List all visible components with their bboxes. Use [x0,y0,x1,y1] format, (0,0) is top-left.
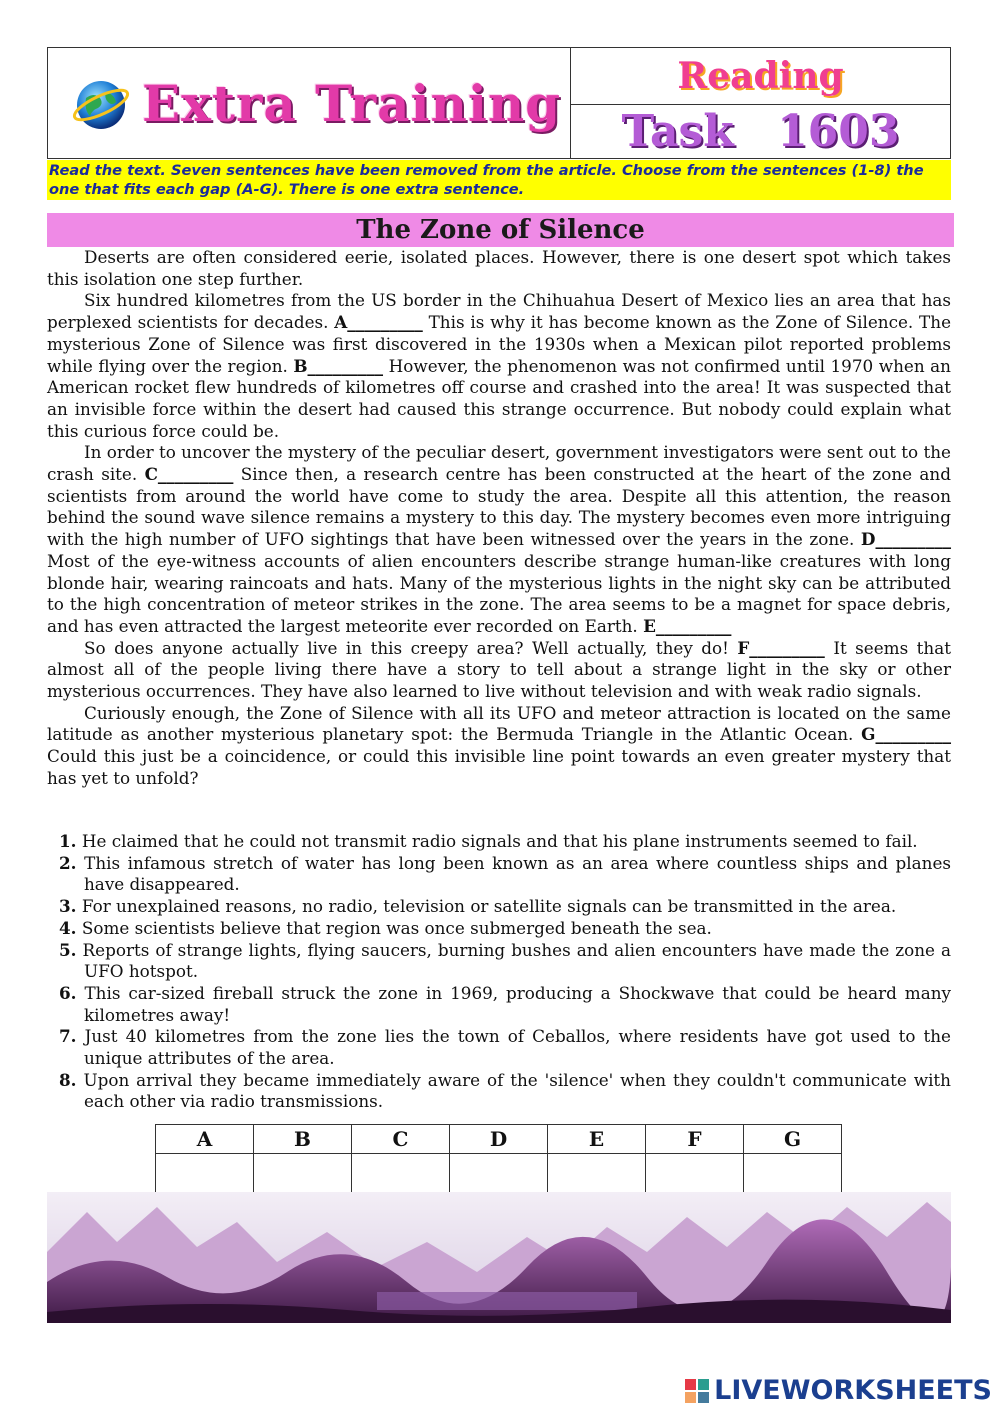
liveworksheets-icon [684,1378,710,1404]
reading-cell [571,48,950,105]
desert-landscape-photo [47,1192,951,1323]
task-cell [571,105,950,158]
option-text: Reports of strange lights, flying saucers, burning bushes and alien encounters have made the zone a UFO hotspot. [82,939,951,982]
answer-cell-g[interactable] [744,1154,842,1195]
answer-header-g: G [744,1125,842,1154]
option-item [47,896,951,918]
answer-cell-c[interactable] [352,1154,450,1195]
text: Curiously enough, the Zone of Silence with all its UFO and meteor attraction is located on the same latitude as another mysterious planetary spot: the Bermuda Triangle in the Atlantic Ocean. [47,702,951,745]
answer-cell-b[interactable] [254,1154,352,1195]
text: Most of the eye-witness accounts of alien encounters describe strange human-like creatures with long blonde hair, wearing raincoats and hats. Many of the mysterious lights in the night sky can be attributed to the high concentration of meteor strikes in the zone. The area seems to be a magnet for space debris, and has even attracted the largest meteorite ever recorded on Earth. [47,550,951,636]
header-brand-area [48,48,571,158]
gap-f: F_________ [737,637,825,658]
paragraph-5 [47,703,951,790]
reading-label: Reading [677,55,844,97]
answer-header-b: B [254,1125,352,1154]
paragraph-2 [47,290,951,442]
option-item [47,918,951,940]
answer-header-row [156,1125,842,1154]
option-text: Upon arrival they became immediately aware of the 'silence' when they couldn't communicate with each other via radio transmissions. [83,1069,951,1112]
text: Since then, a research centre has been constructed at the heart of the zone and scientists from around the world have come to study the area. Despite all this attention, the reason behind the sound wave silence remains a mystery to this day. The mystery becomes even more intriguing with the high number of UFO sightings that have been witnessed over the years in the zone. [47,464,951,550]
option-number: 4. [59,917,77,938]
option-text: This car-sized fireball struck the zone in 1969, producing a Shockwave that could be heard many kilometres away! [84,982,951,1025]
answer-header-c: C [352,1125,450,1154]
option-number: 5. [59,939,77,960]
liveworksheets-text: LIVEWORKSHEETS [714,1375,992,1406]
paragraph-4 [47,638,951,703]
header-task-area [571,48,950,158]
gap-d: D_________ [860,529,951,550]
option-text: He claimed that he could not transmit radio signals and that his plane instruments seemed to fail. [81,831,918,851]
gap-b: B_________ [293,355,384,376]
answer-table [155,1124,842,1195]
option-number: 6. [59,982,77,1003]
answer-cell-e[interactable] [548,1154,646,1195]
answer-header-d: D [450,1125,548,1154]
option-number: 8. [59,1069,77,1090]
option-text: Just 40 kilometres from the zone lies the town of Ceballos, where residents have got used to the unique attributes of the area. [84,1026,951,1069]
liveworksheets-logo[interactable] [684,1375,992,1406]
task-label: Task 1603 [621,106,900,157]
text: Could this just be a coincidence, or could this invisible line point towards an even greater mystery that has yet to unfold? [47,746,951,788]
answer-cell-d[interactable] [450,1154,548,1195]
gap-a: A_________ [334,312,423,333]
answer-header-e: E [548,1125,646,1154]
answer-cell-a[interactable] [156,1154,254,1195]
option-number: 7. [59,1026,77,1047]
option-item [47,1070,951,1113]
option-item [47,940,951,983]
text: It seems that almost all of the people living there have a story to tell about a strange light in the sky or other mysterious occurrences. They have also learned to live without television and with weak radio signals. [47,637,951,702]
answer-cell-f[interactable] [646,1154,744,1195]
brand-title: Extra Training [142,73,562,133]
gap-g: G_________ [861,724,951,745]
article-body [47,247,951,790]
globe-icon [70,72,132,134]
article-title: The Zone of Silence [47,213,954,247]
paragraph-3 [47,442,951,637]
answer-input-row [156,1154,842,1195]
option-number: 3. [59,896,77,917]
text: Six hundred kilometres from the US border in the Chihuahua Desert of Mexico lies an area that has perplexed scientists for decades. [47,290,951,333]
instructions: Read the text. Seven sentences have been removed from the article. Choose from the sentences (1-8) the one that fits each gap (A-G). There is one extra sentence. [47,160,951,200]
paragraph-1: Deserts are often considered eerie, isolated places. However, there is one desert spot which takes this isolation one step further. [47,247,951,289]
answer-header-a: A [156,1125,254,1154]
option-number: 1. [59,831,77,851]
text: In order to uncover the mystery of the peculiar desert, government investigators were sent out to the crash site. [47,442,951,485]
answer-header-f: F [646,1125,744,1154]
option-item [47,831,951,853]
option-item [47,983,951,1026]
option-text: For unexplained reasons, no radio, television or satellite signals can be transmitted in the area. [81,896,897,917]
option-text: Some scientists believe that region was once submerged beneath the sea. [81,917,712,938]
text: However, the phenomenon was not confirmed until 1970 when an American rocket flew hundreds of kilometres off course and crashed into the area! It was suspected that an invisible force within the desert had caused this strange occurrence. But nobody could explain what this curious force could be. [47,355,951,441]
worksheet-header [47,47,951,159]
option-text: This infamous stretch of water has long been known as an area where countless ships and planes have disappeared. [84,852,951,895]
option-item [47,1026,951,1069]
gap-e: E_________ [643,615,732,636]
sentence-options [47,831,951,1113]
text: This is why it has become known as the Zone of Silence. The mysterious Zone of Silence was first discovered in the 1930s when a Mexican pilot reported problems while flying over the region. [47,312,951,376]
option-item [47,853,951,896]
gap-c: C_________ [144,464,234,485]
text: So does anyone actually live in this creepy area? Well actually, they do! [84,637,738,658]
option-number: 2. [59,852,77,873]
